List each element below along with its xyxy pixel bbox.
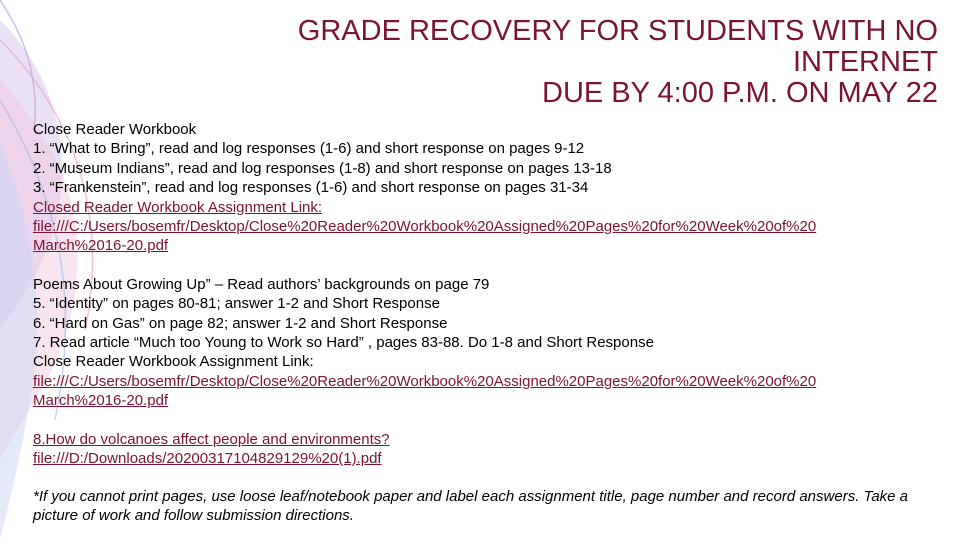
section2-item-5: 5. “Identity” on pages 80-81; answer 1-2 and Short Response	[33, 295, 440, 313]
section2-link-url-part1[interactable]: file:///C:/Users/bosemfr/Desktop/Close%20Reader%20Workbook%20Assigned%20Pages%20for%20Week%20of%20	[33, 372, 817, 390]
section2-item-7: 7. Read article “Much too Young to Work so Hard” , pages 83-88. Do 1-8 and Short Response	[33, 334, 654, 352]
spacer	[33, 256, 933, 275]
section1-heading: Close Reader Workbook	[33, 121, 197, 138]
section2-item-6: 6. “Hard on Gas” on page 82; answer 1-2 and Short Response	[33, 314, 448, 332]
title-line-2: INTERNET	[793, 46, 938, 78]
spacer	[33, 469, 933, 481]
title-line-3: DUE BY 4:00 P.M. ON MAY 22	[542, 77, 938, 109]
section1-item-1: 1. “What to Bring”, read and log responses (1-6) and short response on pages 9-12	[33, 140, 585, 158]
slide-body	[33, 120, 933, 525]
section1-link-url-part1[interactable]: file:///C:/Users/bosemfr/Desktop/Close%20Reader%20Workbook%20Assigned%20Pages%20for%20Week%20of%20	[33, 218, 817, 236]
section1-link-label[interactable]: Closed Reader Workbook Assignment Link:	[33, 198, 323, 216]
title-line-1: GRADE RECOVERY FOR STUDENTS WITH NO	[297, 15, 938, 47]
section1-item-2: 2. “Museum Indians”, read and log responses (1-8) and short response on pages 13-18	[33, 159, 612, 177]
section1-item-3: 3. “Frankenstein”, read and log responses (1-6) and short response on pages 31-34	[33, 179, 589, 197]
section3-link-url[interactable]: file:///D:/Downloads/20200317104829129%20(1).pdf	[33, 450, 382, 468]
section1-link-url-part2[interactable]: March%2016-20.pdf	[33, 237, 169, 255]
section2-heading: Poems About Growing Up” – Read authors’ backgrounds on page 79	[33, 275, 490, 293]
section3-question-link[interactable]: 8.How do volcanoes affect people and environments?	[33, 430, 390, 448]
spacer	[33, 411, 933, 430]
section2-link-url-part2[interactable]: March%2016-20.pdf	[33, 392, 169, 410]
instructions-note: *If you cannot print pages, use loose leaf/notebook paper and label each assignment title, page number and record answers. Take a picture of work and follow submission directions.	[33, 487, 909, 524]
slide-title	[218, 16, 938, 109]
section2-link-label: Close Reader Workbook Assignment Link:	[33, 353, 314, 371]
